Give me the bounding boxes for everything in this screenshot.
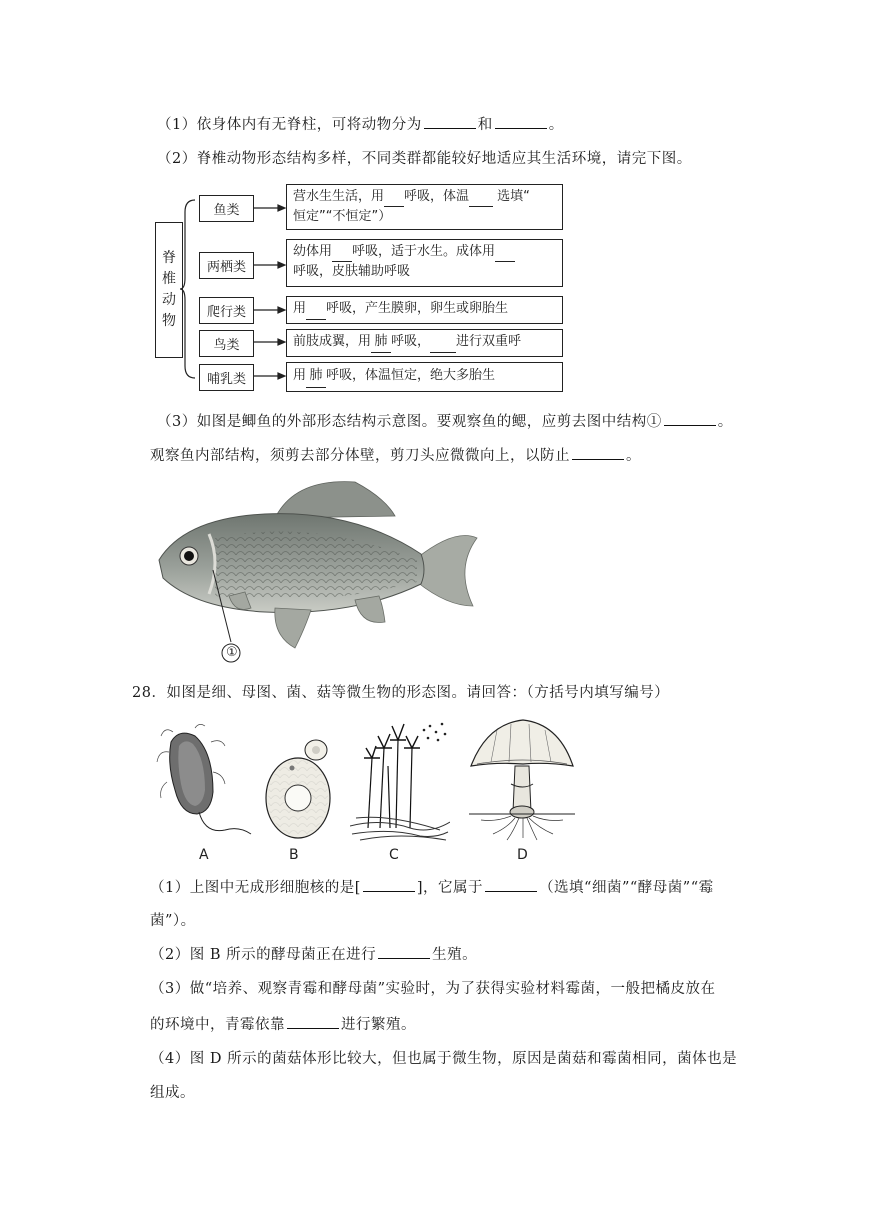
answer-blank[interactable] xyxy=(363,877,415,892)
group-amphibian: 两栖类 xyxy=(199,252,254,279)
root-char: 椎 xyxy=(162,271,176,287)
q28-part1a xyxy=(150,876,714,897)
q28-part4b: 组成。 xyxy=(150,1085,195,1101)
q28-p1a-text: （1）上图中无成形细胞核的是[ xyxy=(150,880,361,896)
fill-answer: 肺 xyxy=(306,365,326,388)
desc-text: 呼吸，皮肤辅助呼吸 xyxy=(293,264,411,279)
desc-text: 营水生生活，用 xyxy=(293,189,385,204)
fill-blank[interactable] xyxy=(495,242,515,262)
q28-p3b-post: 进行繁殖。 xyxy=(341,1017,416,1033)
desc-text: 前肢成翼，用 xyxy=(293,334,372,349)
desc-reptile xyxy=(286,296,563,324)
q28-p2-post: 生殖。 xyxy=(432,947,478,963)
figure-label-b: B xyxy=(289,847,299,863)
fill-blank[interactable] xyxy=(469,187,493,207)
group-bird: 鸟类 xyxy=(199,330,254,357)
answer-blank[interactable] xyxy=(287,1014,339,1029)
desc-fish xyxy=(286,184,563,230)
q28-p1a-post: （选填“细菌”“酵母菌”“霉 xyxy=(539,880,714,896)
mushroom-illustration xyxy=(467,716,577,842)
q28-part3a: （3）做“培养、观察青霉和酵母菌”实验时，为了获得实验材料霉菌，一般把橘皮放在 xyxy=(150,981,716,997)
desc-mammal xyxy=(286,362,563,392)
figure-label-a: A xyxy=(199,847,209,863)
fill-blank[interactable] xyxy=(332,242,352,262)
q27-part1-mid: 和 xyxy=(477,117,493,133)
fill-blank[interactable] xyxy=(306,299,326,320)
desc-text: 恒定”“不恒定”） xyxy=(293,209,392,224)
group-mammal: 哺乳类 xyxy=(199,364,254,391)
answer-blank[interactable] xyxy=(495,114,547,129)
q28-title: 28．如图是细、母图、菌、菇等微生物的形态图。请回答：（方括号内填写编号） xyxy=(132,685,670,701)
q27-part3b-post: 。 xyxy=(626,448,641,464)
q27-part3b xyxy=(150,444,641,465)
q28-part4a: （4）图 D 所示的菌菇体形比较大，但也属于微生物，原因是菌菇和霉菌相同，菌体也是 xyxy=(150,1051,738,1067)
q28-p3b-text: 的环境中，青霉依靠 xyxy=(150,1017,285,1033)
desc-text: 进行双重呼 xyxy=(456,334,522,349)
fill-blank[interactable] xyxy=(430,332,456,353)
desc-bird xyxy=(286,329,563,357)
q27-part3a-post: 。 xyxy=(717,414,733,430)
fill-answer: 肺 xyxy=(371,332,391,353)
q28-p1a-mid: ]，它属于 xyxy=(416,880,484,896)
root-char: 动 xyxy=(162,292,176,308)
q27-part3a xyxy=(157,410,733,431)
answer-blank[interactable] xyxy=(424,114,476,129)
desc-text: 选填“ xyxy=(497,189,530,204)
bacterium-illustration xyxy=(155,722,255,842)
q27-part1-text: （1）依身体内有无脊柱，可将动物分为 xyxy=(157,117,422,133)
desc-text: 呼吸，产生膜卵，卵生或卵胎生 xyxy=(326,301,509,316)
desc-text: 用 xyxy=(293,368,307,383)
answer-blank[interactable] xyxy=(485,877,537,892)
q27-part2: （2）脊椎动物形态结构多样，不同类群都能较好地适应其生活环境，请完下图。 xyxy=(157,151,692,167)
group-reptile: 爬行类 xyxy=(199,297,254,324)
fill-blank[interactable] xyxy=(384,187,404,207)
q27-part3b-text: 观察鱼内部结构，须剪去部分体壁，剪刀头应微微向上，以防止 xyxy=(150,448,570,464)
penicillium-illustration xyxy=(350,718,450,842)
answer-blank[interactable] xyxy=(664,411,716,426)
crucian-carp-illustration xyxy=(155,478,485,664)
q28-part3b xyxy=(150,1013,416,1034)
desc-amphibian xyxy=(286,239,563,287)
desc-text: 幼体用 xyxy=(293,244,333,259)
q27-part1-post: 。 xyxy=(548,117,564,133)
desc-text: 用 xyxy=(293,301,307,316)
group-fish: 鱼类 xyxy=(199,195,254,222)
q27-part1 xyxy=(157,113,564,134)
answer-blank[interactable] xyxy=(572,445,624,460)
desc-text: 呼吸，体温恒定，绝大多胎生 xyxy=(326,368,496,383)
vertebrate-root-box xyxy=(155,222,183,358)
figure-label-d: D xyxy=(517,847,528,863)
root-char: 脊 xyxy=(162,250,176,266)
q28-p2-text: （2）图 B 所示的酵母菌正在进行 xyxy=(150,947,377,963)
desc-text: 呼吸， xyxy=(391,334,431,349)
q27-part3a-text: （3）如图是鲫鱼的外部形态结构示意图。要观察鱼的鳃，应剪去图中结构① xyxy=(157,414,662,430)
desc-text: 呼吸，适于水生。成体用 xyxy=(352,244,496,259)
q28-part1b: 菌”）。 xyxy=(150,913,196,929)
q28-part2 xyxy=(150,943,477,964)
fish-marker-label: ① xyxy=(226,645,238,660)
answer-blank[interactable] xyxy=(378,944,430,959)
root-char: 物 xyxy=(162,313,176,329)
yeast-illustration xyxy=(262,736,342,842)
figure-label-c: C xyxy=(389,847,399,863)
desc-text: 呼吸，体温 xyxy=(404,189,470,204)
